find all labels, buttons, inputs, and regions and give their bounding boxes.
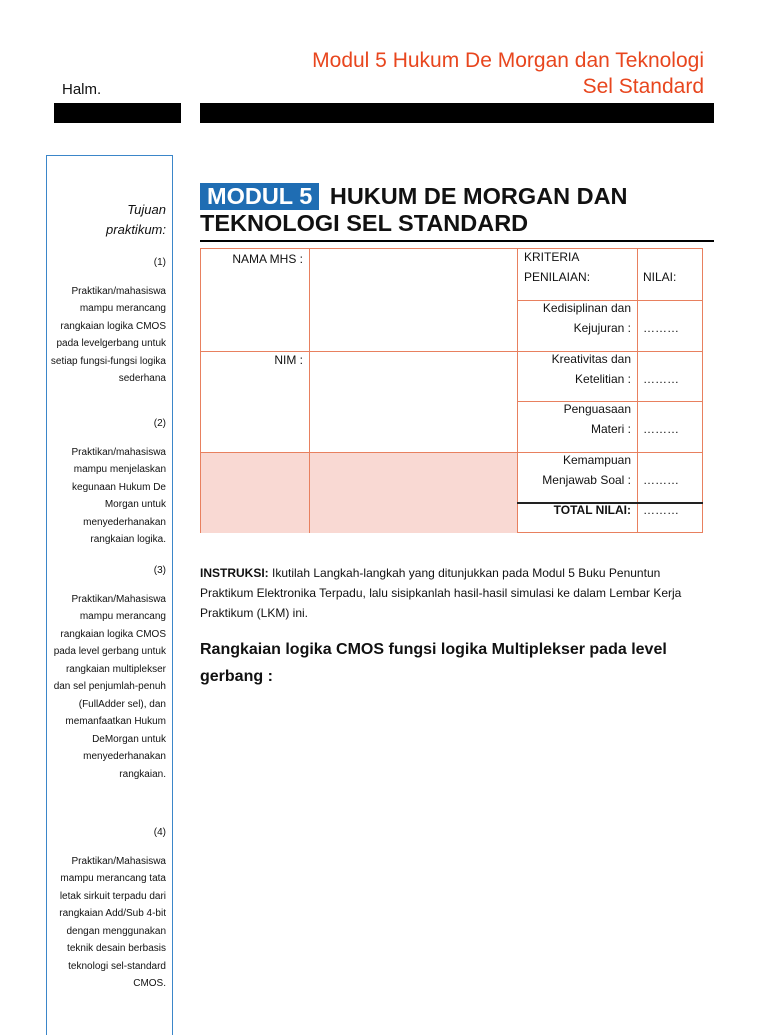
criteria-label (517, 399, 631, 439)
criteria-score[interactable]: ……… (643, 372, 679, 386)
objective-number: (3) (153, 565, 166, 576)
module-title-rest: HUKUM DE MORGAN DAN (323, 183, 628, 209)
criteria-score[interactable]: ……… (643, 422, 679, 436)
criteria-line1: Kreativitas dan (551, 352, 631, 366)
title-underline (200, 240, 714, 242)
module-badge: MODUL 5 (200, 183, 319, 210)
objective-text: Praktikan/Mahasiswa mampu merancang rangkaian logika CMOS pada level gerbang untuk rangkaian multiplekser dan sel penjumlah-penuh (FullAdder sel), dan memanfaatkan Hukum DeMorgan untuk menyederhanakan rangkaian. (53, 593, 166, 780)
section-heading: Rangkaian logika CMOS fungsi logika Multiplekser pada level gerbang : (200, 641, 667, 685)
header-title (312, 48, 704, 100)
criteria-line2: Ketelitian : (574, 372, 631, 386)
objectives-heading (56, 200, 166, 240)
kriteria-line1: KRITERIA (524, 250, 580, 264)
instructions-label: INSTRUKSI: (200, 566, 269, 580)
objective-item (48, 562, 166, 783)
objective-text: Praktikan/mahasiswa mampu merancang rangkaian logika CMOS pada levelgerbang untuk setiap fungsi-fungsi logika sederhana (50, 285, 166, 384)
kriteria-header (524, 247, 590, 287)
criteria-line1: Kemampuan (562, 453, 631, 467)
nama-label: NAMA MHS : (232, 252, 303, 266)
header-title-line2: Sel Standard (582, 75, 704, 98)
total-label: TOTAL NILAI: (553, 503, 631, 517)
total-score[interactable]: ……… (643, 503, 679, 517)
kriteria-line2: PENILAIAN: (524, 270, 591, 284)
criteria-line2: Kejujuran : (573, 321, 631, 335)
objective-number: (2) (153, 418, 166, 429)
instructions-text: Ikutilah Langkah-langkah yang ditunjukkan pada Modul 5 Buku Penuntun Praktikum Elektronika Terpadu, lalu sisipkanlah hasil-hasil simulasi ke dalam Lembar Kerja Praktikum (LKM) ini. (200, 566, 682, 620)
criteria-score[interactable]: ……… (643, 321, 679, 335)
objective-text: Praktikan/Mahasiswa mampu merancang tata letak sirkuit terpadu dari rangkaian Add/Sub 4-bit dengan menggunakan teknik desain berbasis teknologi sel-standard CMOS. (59, 855, 166, 989)
module-title-line2: TEKNOLOGI SEL STANDARD (200, 210, 529, 236)
criteria-label (517, 450, 631, 490)
criteria-line2: Menjawab Soal : (542, 473, 631, 487)
criteria-score[interactable]: ……… (643, 473, 679, 487)
objective-item (48, 824, 166, 993)
objectives-heading-line1: Tujuan (127, 202, 166, 217)
header-bar-right (200, 103, 714, 123)
objective-item (48, 254, 166, 388)
objective-number: (4) (153, 827, 166, 838)
header-title-line1: Modul 5 Hukum De Morgan dan Teknologi (312, 49, 704, 72)
objective-text: Praktikan/mahasiswa mampu menjelaskan kegunaan Hukum De Morgan untuk menyederhanakan rangkaian logika. (71, 446, 166, 545)
criteria-line1: Kedisiplinan dan (542, 301, 631, 315)
criteria-line1: Penguasaan (563, 402, 631, 416)
shaded-cell (201, 452, 517, 533)
nim-label: NIM : (274, 353, 303, 367)
nim-field[interactable] (310, 352, 516, 451)
page-number-label: Halm. (62, 81, 102, 98)
module-title (200, 183, 714, 237)
objective-number: (1) (153, 257, 166, 268)
nama-field[interactable] (310, 250, 516, 350)
criteria-line2: Materi : (590, 422, 631, 436)
nilai-header: NILAI: (643, 270, 677, 284)
assessment-table (200, 248, 703, 533)
objective-item (48, 415, 166, 549)
criteria-label (517, 349, 631, 389)
objectives-sidebar (46, 155, 173, 1035)
instructions (200, 563, 714, 623)
objectives-heading-line2: praktikum: (106, 222, 166, 237)
header-bar-left (54, 103, 181, 123)
criteria-label (517, 298, 631, 338)
